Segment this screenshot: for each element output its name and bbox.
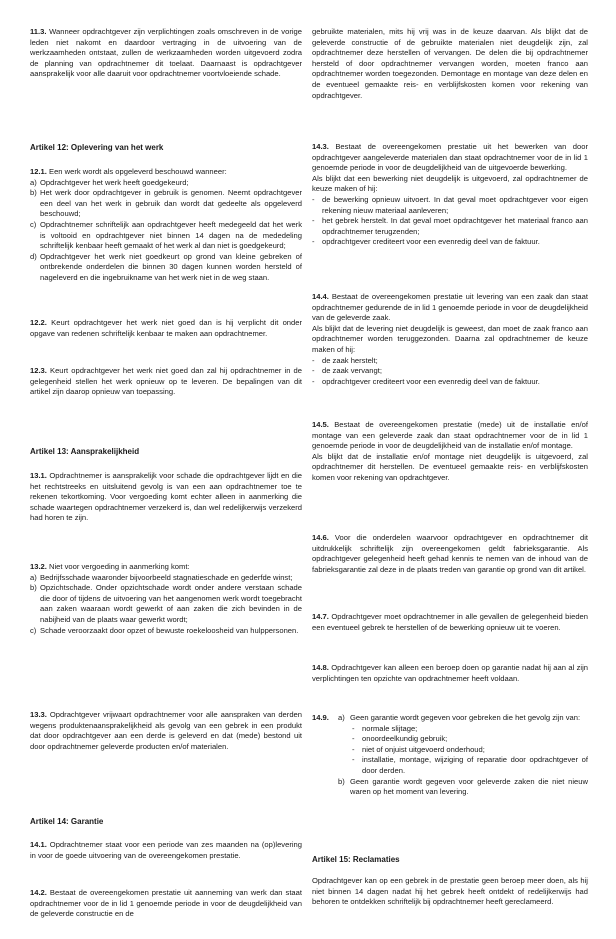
clause-text: Wanneer opdrachtgever zijn verplichtingen zoals omschreven in de vorige leden niet nakomt en daardoor vertraging in de uitvoering van de werkzaamheden ontstaat, zullen de werkzaamheden worden uitgevoerd zodra de planning van opdrachtnemer dit toelaat. Daarnaast is opdrachtgever aansprakelijk voor alle daaruit voor opdrachtnemer voortvloeiende schade. <box>30 27 302 79</box>
clause-12-3 <box>30 366 302 398</box>
list-item: - niet of onjuist uitgevoerd onderhoud; <box>352 744 485 754</box>
clause-text: Keurt opdrachtgever het werk niet goed dan zal hij opdrachtnemer in de gelegenheid stellen het werk opnieuw op te leveren. De bepalingen van dit artikel zijn daarop opnieuw van toepassing. <box>30 366 302 397</box>
clause-12-1 <box>30 167 302 284</box>
clause-11-3 <box>30 27 302 80</box>
list-item: - opdrachtgever crediteert voor een evenredig deel van de faktuur. <box>312 237 540 247</box>
clause-14-7 <box>312 612 588 633</box>
list-item: b) Geen garantie wordt gegeven voor geleverde zaken die niet nieuw waren op het moment van levering. <box>338 776 588 797</box>
clause-number: 14.2. <box>30 888 47 897</box>
list-item: - onoordeelkundig gebruik; <box>352 734 448 744</box>
clause-number: 14.3. <box>312 142 329 151</box>
clause-text: Bestaat de overeengekomen prestatie (mede) uit de installatie en/of montage van een geleverde zaak dan staat opdrachtnemer voor de in lid 1 genoemde periode in voor de deugdelijkheid van de installatie en/of montage. <box>312 420 588 451</box>
list-item: - normale slijtage; <box>352 723 418 733</box>
clause-number: 14.1. <box>30 840 47 849</box>
list-item: a) Bedrijfsschade waaronder bijvoorbeeld stagnatieschade en gederfde winst; <box>30 572 293 582</box>
clause-text: Opdrachtgever vrijwaart opdrachtnemer voor alle aanspraken van derden wegens produktenaansprakelijkheid als gevolg van een gebrek in een produkt dat door opdrachtgever aan een derde is geleverd en dat (mede) bestond uit door opdrachtnemer geleverde producten en/of materialen. <box>30 710 302 751</box>
clause-text-2: Als blijkt dat de levering niet deugdelijk is geweest, dan moet de zaak franco aan opdrachtnemer worden teruggezonden. Daarna zal opdrachtnemer de keuze maken of hij: <box>312 323 588 354</box>
clause-number: 13.2. <box>30 562 47 571</box>
clause-number: 12.1. <box>30 167 47 176</box>
article-12-heading: Artikel 12: Oplevering van het werk <box>30 143 164 152</box>
clause-intro: Een werk wordt als opgeleverd beschouwd wanneer: <box>49 167 227 176</box>
list-item: - het gebrek herstelt. In dat geval moet opdrachtgever het materiaal franco aan opdrachtnemer terugzenden; <box>312 216 588 236</box>
clause-14-1 <box>30 840 302 861</box>
clause-number: 14.6. <box>312 533 329 542</box>
list-item: c) Schade veroorzaakt door opzet of bewuste roekeloosheid van hulppersonen. <box>30 625 299 635</box>
article-15-heading: Artikel 15: Reclamaties <box>312 855 400 864</box>
clause-14-3 <box>312 142 588 248</box>
clause-number: 14.9. <box>312 713 329 722</box>
clause-13-2 <box>30 562 302 636</box>
clause-number: 11.3. <box>30 27 47 36</box>
clause-15 <box>312 876 588 908</box>
list-item: d) Opdrachtgever het werk niet goedkeurt op grond van kleine gebreken of ontbrekende onderdelen die binnen 30 dagen kunnen worden hersteld of nageleverd en die ingebruikname van het werk niet in de weg staan. <box>30 251 302 282</box>
list-item: - de zaak vervangt; <box>312 366 382 376</box>
article-14-heading: Artikel 14: Garantie <box>30 817 104 826</box>
clause-text: Opdrachtgever moet opdrachtnemer in alle gevallen de gelegenheid bieden een eventueel gebrek te herstellen of de bewerking opnieuw uit te voeren. <box>312 612 588 632</box>
clause-text: Bestaat de overeengekomen prestatie uit aanneming van werk dan staat opdrachtnemer voor de in lid 1 genoemde periode in voor de deugdelijkheid van de geleverde constructie en de <box>30 888 302 919</box>
clause-number: 14.4. <box>312 292 329 301</box>
clause-number: 14.8. <box>312 663 329 672</box>
clause-text: Opdrachtnemer staat voor een periode van zes maanden na (op)levering in voor de goede uitvoering van de overeengekomen prestatie. <box>30 840 302 860</box>
clause-14-9 <box>312 713 588 798</box>
clause-text: Bestaat de overeengekomen prestatie uit levering van een zaak dan staat opdrachtnemer gedurende de in lid 1 genoemde periode in voor de deugdelijkheid van de geleverde zaak. <box>312 292 588 323</box>
clause-12-2 <box>30 318 302 339</box>
clause-13-1 <box>30 471 302 524</box>
clause-number: 14.5. <box>312 420 329 429</box>
clause-text: Opdrachtgever kan alleen een beroep doen op garantie nadat hij aan al zijn verplichtingen ten opzichte van opdrachtnemer heeft voldaan. <box>312 663 588 683</box>
clause-text: gebruikte materialen, mits hij vrij was in de keuze daarvan. Als blijkt dat de geleverde constructie of de gebruikte materialen niet deugdelijk zijn, zal opdrachtnemer deze herstellen of vervangen. De delen die bij opdrachtnemer hersteld of door opdrachtnemer vervangen worden, moeten franco aan opdrachtnemer worden toegezonden. Demontage en montage van deze delen en de eventueel gemaakte reis- en verblijfskosten komen voor rekening van opdrachtgever. <box>312 27 588 100</box>
clause-text-2: Als blijkt dat een bewerking niet deugdelijk is uitgevoerd, zal opdrachtnemer de keuze maken of hij: <box>312 173 588 194</box>
clause-text-2: Als blijkt dat de installatie en/of montage niet deugdelijk is uitgevoerd, zal opdrachtnemer dit herstellen. De eventueel gemaakte reis- en verblijfskosten komen voor rekening van opdrachtgever. <box>312 451 588 482</box>
list-item: b) Het werk door opdrachtgever in gebruik is genomen. Neemt opdrachtgever een deel van het werk in gebruik dan wordt dat gedeelte als opgeleverd beschouwd; <box>30 188 302 219</box>
list-item: - opdrachtgever crediteert voor een evenredig deel van de faktuur. <box>312 376 540 386</box>
list-item: 14.9. a) Geen garantie wordt gegeven voor gebreken die het gevolg zijn van: <box>312 713 581 722</box>
clause-14-8 <box>312 663 588 684</box>
clause-number: 12.3. <box>30 366 47 375</box>
article-13-heading: Artikel 13: Aansprakelijkheid <box>30 447 140 456</box>
list-item: b) Opzichtschade. Onder opzichtschade wordt onder andere verstaan schade die door of tijdens de uitvoering van het aangenomen werk wordt toegebracht aan zaken waaraan wordt gewerkt of aan zaken die zich bevinden in de nabijheid van de plaats waar gewerkt wordt; <box>30 583 302 624</box>
clause-intro: Niet voor vergoeding in aanmerking komt: <box>49 562 190 571</box>
list-item: - installatie, montage, wijziging of reparatie door opdrachtgever of door derden. <box>352 755 588 775</box>
list-item: - de bewerking opnieuw uitvoert. In dat geval moet opdrachtgever voor eigen rekening nieuw materiaal aanleveren; <box>312 194 588 215</box>
clause-text: Opdrachtgever kan op een gebrek in de prestatie geen beroep meer doen, als hij niet binnen 14 dagen nadat hij het gebrek heeft ontdekt of redelijkerwijs had behoren te ontdekken schriftelijk bij opdrachtnemer heeft gereclameerd. <box>312 876 588 907</box>
clause-14-5 <box>312 420 588 484</box>
clause-text: Keurt opdrachtgever het werk niet goed dan is hij verplicht dit onder opgave van redenen schriftelijk kenbaar te maken aan opdrachtnemer. <box>30 318 302 338</box>
clause-13-3 <box>30 710 302 752</box>
clause-number: 13.1. <box>30 471 47 480</box>
clause-number: 13.3. <box>30 710 47 719</box>
clause-14-2-continued <box>312 27 588 101</box>
clause-text: Voor die onderdelen waarvoor opdrachtgever en opdrachtnemer dit uitdrukkelijk schriftelijk zijn overeengekomen geldt fabrieksgarantie. Als opdrachtgever gelegenheid heeft gehad kennis te nemen van de inhoud van de fabrieksgarantie zal deze in de plaats treden van garantie op grond van dit artikel. <box>312 533 588 574</box>
clause-14-4 <box>312 292 588 387</box>
clause-text: Opdrachtnemer is aansprakelijk voor schade die opdrachtgever lijdt en die het rechtstreeks en uitsluitend gevolg is van een aan opdrachtnemer toe te rekenen tekortkoming. Voor vergoeding komt echter alleen in aanmerking die schade waartegen opdrachtnemer verzekerd is, dan wel redelijkerwijs verzekerd had horen te zijn. <box>30 471 302 523</box>
clause-text: Bestaat de overeengekomen prestatie uit het bewerken van door opdrachtgever aangeleverde materialen dan staat opdrachtnemer voor de in lid 1 genoemde periode in voor de deugdelijkheid van de uitgevoerde bewerking. <box>312 142 588 173</box>
list-item: - de zaak herstelt; <box>312 355 378 365</box>
clause-14-6 <box>312 533 588 575</box>
list-item: a) Opdrachtgever het werk heeft goedgekeurd; <box>30 177 189 187</box>
list-item: c) Opdrachtnemer schriftelijk aan opdrachtgever heeft medegeeld dat het werk is voltooid en opdrachtgever niet binnen 14 dagen na de mededeling schriftelijk kenbaar heeft gemaakt of het werk al dan niet is goedgekeurd; <box>30 219 302 251</box>
clause-number: 14.7. <box>312 612 329 621</box>
clause-14-2 <box>30 888 302 920</box>
clause-number: 12.2. <box>30 318 47 327</box>
